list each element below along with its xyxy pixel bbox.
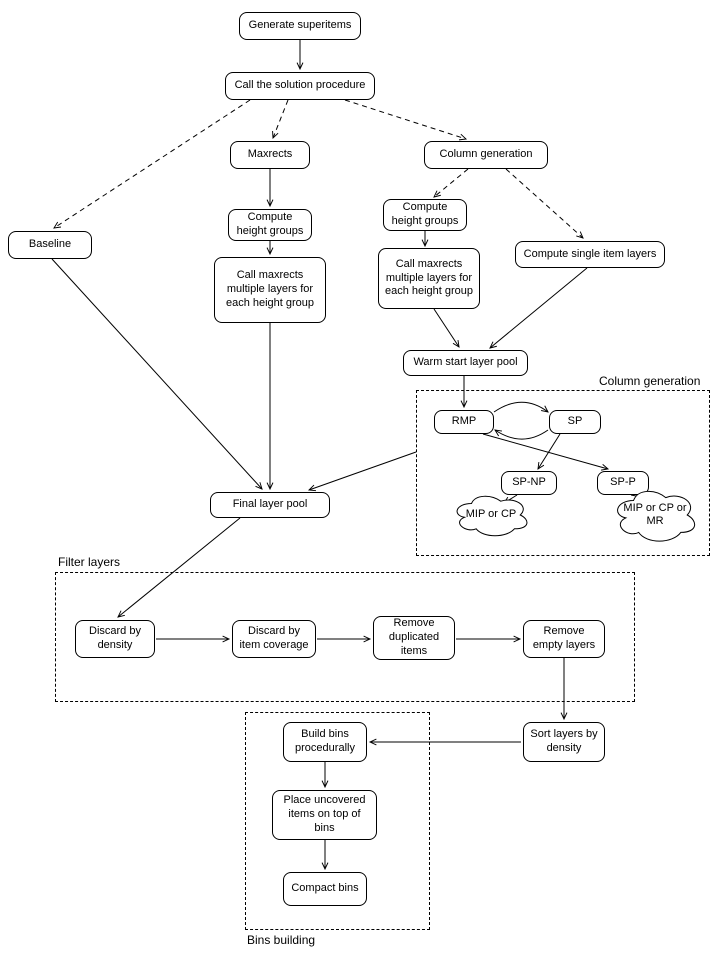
node-compute-single-item-layers: Compute single item layers bbox=[515, 241, 665, 268]
node-call-maxrects-multiple-layers-maxrects: Call maxrects multiple layers for each height group bbox=[214, 257, 326, 323]
node-discard-by-density: Discard by density bbox=[75, 620, 155, 658]
node-remove-empty-layers: Remove empty layers bbox=[523, 620, 605, 658]
node-rmp: RMP bbox=[434, 410, 494, 434]
node-call-solution-procedure: Call the solution procedure bbox=[225, 72, 375, 100]
node-discard-by-item-coverage: Discard by item coverage bbox=[232, 620, 316, 658]
node-build-bins-procedurally: Build bins procedurally bbox=[283, 722, 367, 762]
label-bins-building: Bins building bbox=[247, 933, 316, 947]
node-generate-superitems: Generate superitems bbox=[239, 12, 361, 40]
edge-call-to-maxrects bbox=[273, 100, 288, 138]
node-sp-np: SP-NP bbox=[501, 471, 557, 495]
edge-call-to-column-generation bbox=[345, 100, 466, 139]
node-sort-layers-by-density: Sort layers by density bbox=[523, 722, 605, 762]
edge-column-generation-to-single-item-layers bbox=[506, 169, 583, 238]
node-warm-start-layer-pool: Warm start layer pool bbox=[403, 350, 528, 376]
label-filter-layers: Filter layers bbox=[58, 555, 121, 569]
node-compact-bins: Compact bins bbox=[283, 872, 367, 906]
edge-column-generation-group-to-final-layer-pool bbox=[309, 452, 416, 490]
label-column-generation: Column generation bbox=[599, 374, 701, 388]
node-column-generation: Column generation bbox=[424, 141, 548, 169]
node-mip-or-cp-or-mr bbox=[612, 486, 698, 544]
edge-column-generation-to-compute-height-groups bbox=[434, 169, 468, 197]
edge-call-maxrects-cg-to-warm-start bbox=[434, 309, 459, 347]
edge-single-item-layers-to-warm-start bbox=[490, 268, 587, 348]
node-final-layer-pool: Final layer pool bbox=[210, 492, 330, 518]
cloud-label: MIP or CP or MR bbox=[623, 501, 687, 527]
node-remove-duplicated-items: Remove duplicated items bbox=[373, 616, 455, 660]
node-compute-height-groups-cg: Compute height groups bbox=[383, 199, 467, 231]
node-maxrects: Maxrects bbox=[230, 141, 310, 169]
node-baseline: Baseline bbox=[8, 231, 92, 259]
edge-call-to-baseline bbox=[54, 100, 250, 228]
node-compute-height-groups-maxrects: Compute height groups bbox=[228, 209, 312, 241]
node-sp-p: SP-P bbox=[597, 471, 649, 495]
cloud-label: MIP or CP bbox=[465, 508, 517, 521]
node-place-uncovered-items: Place uncovered items on top of bins bbox=[272, 790, 377, 840]
node-sp: SP bbox=[549, 410, 601, 434]
node-call-maxrects-multiple-layers-cg: Call maxrects multiple layers for each height group bbox=[378, 248, 480, 309]
node-mip-or-cp bbox=[452, 492, 530, 538]
